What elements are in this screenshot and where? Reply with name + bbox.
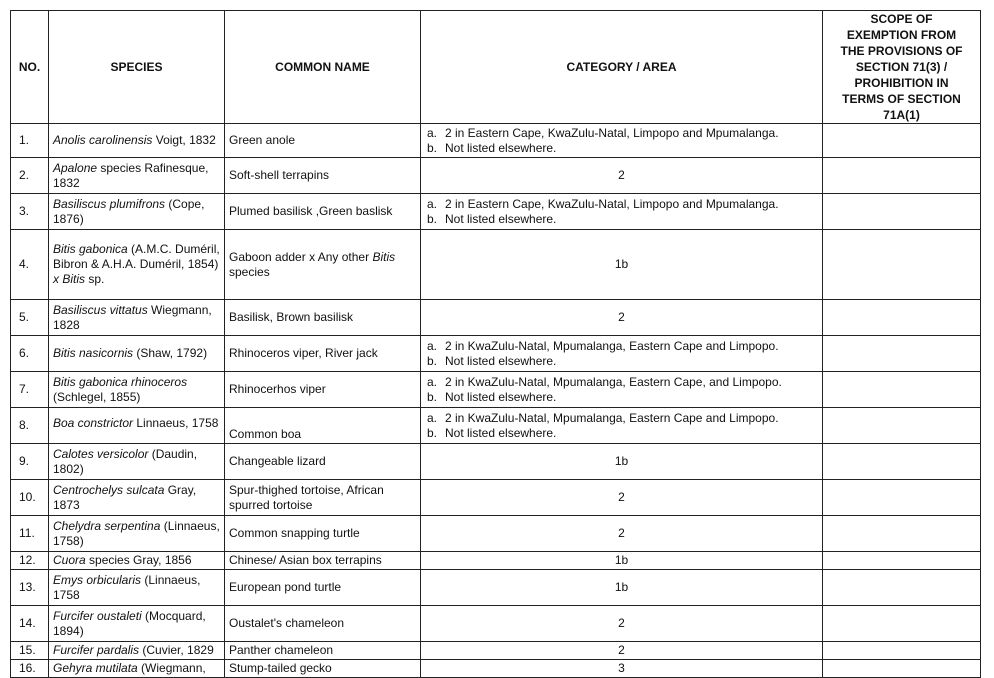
common-name-cell: Basilisk, Brown basilisk xyxy=(225,300,421,336)
scope-cell xyxy=(823,552,981,570)
row-number: 3. xyxy=(11,194,49,230)
row-number: 12. xyxy=(11,552,49,570)
row-number: 13. xyxy=(11,570,49,606)
row-number: 10. xyxy=(11,480,49,516)
table-row xyxy=(11,444,981,480)
row-number: 9. xyxy=(11,444,49,480)
species-authority: Gray, 1873 xyxy=(53,482,197,512)
species-cell xyxy=(49,300,225,336)
table-row xyxy=(11,194,981,230)
table-row xyxy=(11,642,981,660)
species-cell xyxy=(49,642,225,660)
scope-cell xyxy=(823,570,981,606)
common-name-cell: European pond turtle xyxy=(225,570,421,606)
species-scientific-name: Bitis gabonica xyxy=(53,242,128,256)
header-scope-of-exemption: SCOPE OF EXEMPTION FROM THE PROVISIONS OF SECTION 71(3) / PROHIBITION IN TERMS OF SECTION 71A(1) xyxy=(823,11,981,124)
species-scientific-name: Basiliscus vittatus xyxy=(53,302,148,317)
species-scientific-name: Apalone xyxy=(53,160,98,175)
table-row xyxy=(11,480,981,516)
row-number: 15. xyxy=(11,642,49,660)
category-item-a: a. 2 in KwaZulu-Natal, Mpumalanga, Eastern Cape and Limpopo. xyxy=(427,410,779,425)
category-cell: 2 xyxy=(421,642,823,660)
category-cell: 1b xyxy=(421,444,823,480)
category-cell xyxy=(421,194,823,230)
species-authority: (Schlegel, 1855) xyxy=(53,389,141,404)
species-scientific-name: Cuora xyxy=(53,553,86,567)
category-cell: 2 xyxy=(421,300,823,336)
species-scientific-name: Gehyra mutilata xyxy=(53,661,138,675)
species-cell xyxy=(49,230,225,300)
scope-cell xyxy=(823,230,981,300)
row-number: 7. xyxy=(11,372,49,408)
species-scientific-name: Boa constrictor xyxy=(53,416,134,430)
category-cell: 1b xyxy=(421,230,823,300)
common-name-cell: Common snapping turtle xyxy=(225,516,421,552)
row-number: 5. xyxy=(11,300,49,336)
scope-cell xyxy=(823,300,981,336)
table-row xyxy=(11,570,981,606)
row-number: 11. xyxy=(11,516,49,552)
table-row xyxy=(11,158,981,194)
table-row xyxy=(11,606,981,642)
common-name-cell: Soft-shell terrapins xyxy=(225,158,421,194)
species-scientific-name: Bitis nasicornis xyxy=(53,346,134,360)
category-cell: 1b xyxy=(421,552,823,570)
species-scientific-name: Furcifer pardalis xyxy=(53,643,140,657)
species-cell xyxy=(49,372,225,408)
common-name-cell: Oustalet's chameleon xyxy=(225,606,421,642)
common-name-cell: Rhinoceros viper, River jack xyxy=(225,336,421,372)
species-cell xyxy=(49,516,225,552)
species-authority: Wiegmann, 1828 xyxy=(53,302,212,332)
species-authority: (Cope, 1876) xyxy=(53,196,205,226)
category-cell: 2 xyxy=(421,480,823,516)
table-row xyxy=(11,372,981,408)
common-name-cell: Rhinocerhos viper xyxy=(225,372,421,408)
species-scientific-name: Emys orbicularis xyxy=(53,572,142,587)
category-item-a: a. 2 in KwaZulu-Natal, Mpumalanga, Eastern Cape, and Limpopo. xyxy=(427,374,782,389)
species-authority: (Wiegmann, xyxy=(137,661,206,675)
species-authority: (Cuvier, 1829 xyxy=(139,643,214,657)
species-scientific-name: Basiliscus plumifrons xyxy=(53,196,166,211)
common-name-cell: Plumed basilisk ,Green baslisk xyxy=(225,194,421,230)
row-number: 2. xyxy=(11,158,49,194)
category-item-a: a. 2 in KwaZulu-Natal, Mpumalanga, Eastern Cape and Limpopo. xyxy=(427,338,779,353)
category-item-b: b. Not listed elsewhere. xyxy=(427,353,557,368)
species-cell xyxy=(49,570,225,606)
species-authority: species Gray, 1856 xyxy=(85,553,192,567)
common-name-cell: Spur-thighed tortoise, African spurred tortoise xyxy=(225,480,421,516)
category-cell: 2 xyxy=(421,516,823,552)
species-authority: (Mocquard, 1894) xyxy=(53,608,206,638)
common-name-cell: Common boa xyxy=(225,408,421,444)
table-row xyxy=(11,516,981,552)
table-row xyxy=(11,124,981,158)
species-authority: (Linnaeus, 1758 xyxy=(53,572,201,602)
category-cell xyxy=(421,124,823,158)
category-cell xyxy=(421,372,823,408)
species-authority: Linnaeus, 1758 xyxy=(133,416,219,430)
row-number: 14. xyxy=(11,606,49,642)
header-row xyxy=(11,11,981,124)
scope-cell xyxy=(823,444,981,480)
table-row xyxy=(11,408,981,444)
header-species: SPECIES xyxy=(49,11,225,124)
table-row xyxy=(11,552,981,570)
species-scientific-name: Anolis carolinensis xyxy=(53,133,153,147)
species-cell xyxy=(49,444,225,480)
species-authority: (A.M.C. Duméril, Bibron & A.H.A. Duméril, 1854) xyxy=(53,242,220,271)
common-name-cell: Chinese/ Asian box terrapins xyxy=(225,552,421,570)
header-category-area: CATEGORY / AREA xyxy=(421,11,823,124)
species-cell xyxy=(49,124,225,158)
row-number: 4. xyxy=(11,230,49,300)
species-scientific-name: Furcifer oustaleti xyxy=(53,608,142,623)
category-item-a: a. 2 in Eastern Cape, KwaZulu-Natal, Limpopo and Mpumalanga. xyxy=(427,196,779,211)
species-cell xyxy=(49,606,225,642)
common-name-cell: Gaboon adder x Any other Bitis species xyxy=(225,230,421,300)
category-item-b: b. Not listed elsewhere. xyxy=(427,389,557,404)
species-cell xyxy=(49,158,225,194)
common-name-cell: Green anole xyxy=(225,124,421,158)
species-cell xyxy=(49,194,225,230)
category-cell xyxy=(421,408,823,444)
species-table xyxy=(10,10,981,678)
scope-cell xyxy=(823,124,981,158)
common-name-cell: Stump-tailed gecko xyxy=(225,660,421,678)
species-cell xyxy=(49,552,225,570)
species-authority: species Rafinesque, 1832 xyxy=(53,160,209,190)
scope-cell xyxy=(823,158,981,194)
species-authority: (Shaw, 1792) xyxy=(133,346,208,360)
common-name-cell: Changeable lizard xyxy=(225,444,421,480)
scope-cell xyxy=(823,606,981,642)
species-authority: (Daudin, 1802) xyxy=(53,446,198,476)
category-cell: 1b xyxy=(421,570,823,606)
scope-cell xyxy=(823,372,981,408)
species-scientific-name: Calotes versicolor xyxy=(53,446,149,461)
row-number: 1. xyxy=(11,124,49,158)
common-name-cell: Panther chameleon xyxy=(225,642,421,660)
row-number: 16. xyxy=(11,660,49,678)
scope-cell xyxy=(823,480,981,516)
category-cell xyxy=(421,336,823,372)
species-authority: (Linnaeus, 1758) xyxy=(53,518,220,548)
row-number: 8. xyxy=(11,408,49,444)
species-scientific-name: Bitis gabonica rhinoceros xyxy=(53,374,188,389)
species-authority: Voigt, 1832 xyxy=(152,133,216,147)
table-row xyxy=(11,660,981,678)
header-common-name: COMMON NAME xyxy=(225,11,421,124)
table-row xyxy=(11,300,981,336)
category-item-a: a. 2 in Eastern Cape, KwaZulu-Natal, Limpopo and Mpumalanga. xyxy=(427,125,779,140)
row-number: 6. xyxy=(11,336,49,372)
category-item-b: b. Not listed elsewhere. xyxy=(427,211,557,226)
scope-cell xyxy=(823,642,981,660)
species-cell xyxy=(49,660,225,678)
scope-cell xyxy=(823,660,981,678)
header-no: NO. xyxy=(11,11,49,124)
table-row xyxy=(11,336,981,372)
species-cell xyxy=(49,408,225,444)
species-scientific-name: Chelydra serpentina xyxy=(53,518,161,533)
category-item-b: b. Not listed elsewhere. xyxy=(427,140,557,155)
scope-cell xyxy=(823,194,981,230)
species-scientific-name: Centrochelys sulcata xyxy=(53,482,165,497)
scope-cell xyxy=(823,408,981,444)
category-item-b: b. Not listed elsewhere. xyxy=(427,425,557,440)
table-row xyxy=(11,230,981,300)
species-cell xyxy=(49,480,225,516)
scope-cell xyxy=(823,516,981,552)
category-cell: 2 xyxy=(421,606,823,642)
species-cell xyxy=(49,336,225,372)
scope-cell xyxy=(823,336,981,372)
hybrid-genus-name: x Bitis xyxy=(53,272,86,286)
category-cell: 3 xyxy=(421,660,823,678)
category-cell: 2 xyxy=(421,158,823,194)
hybrid-suffix: sp. xyxy=(85,272,105,286)
